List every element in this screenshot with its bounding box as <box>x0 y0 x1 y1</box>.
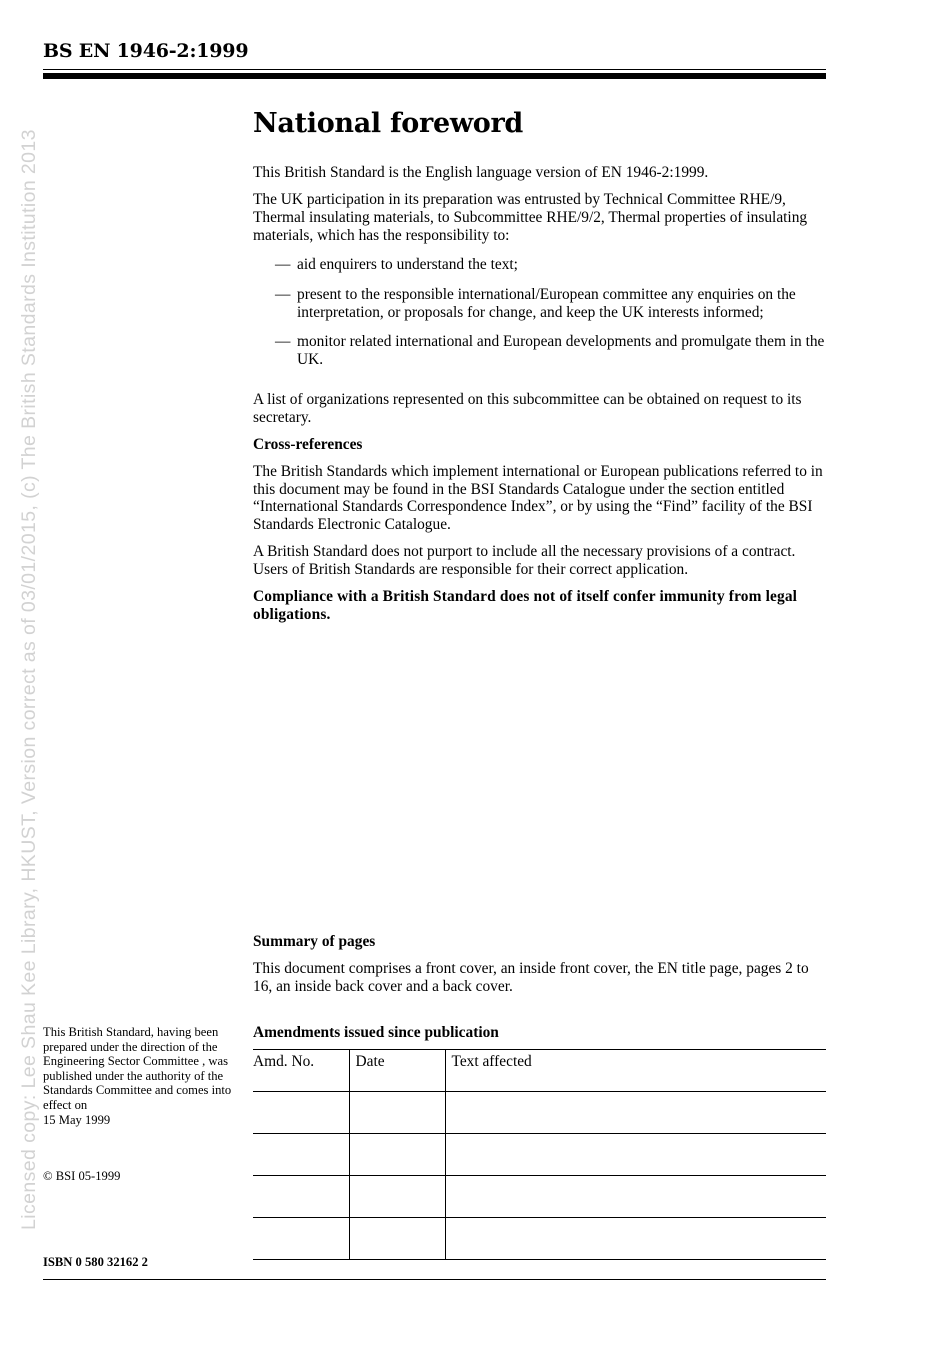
table-cell <box>253 1218 349 1260</box>
dash-marker: — <box>275 333 291 351</box>
foreword-paragraph-3: A list of organizations represented on this subcommittee can be obtained on request to its secretary. <box>253 390 802 426</box>
foreword-paragraph-1: This British Standard is the English language version of EN 1946-2:1999. <box>253 164 709 181</box>
table-cell <box>349 1176 445 1218</box>
list-item-text: aid enquirers to understand the text; <box>297 256 518 274</box>
column-header-text-affected: Text affected <box>445 1050 826 1092</box>
amendments-table <box>253 1049 826 1260</box>
foreword-paragraph-2: The UK participation in its preparation was entrusted by Technical Committee RHE/9, Thermal insulating materials, to Subcommittee RHE/9/2, Thermal properties of insulating materials, which has the responsibility to: <box>253 191 808 244</box>
isbn-number: ISBN 0 580 32162 2 <box>43 1255 148 1269</box>
footer-rule <box>43 1279 826 1280</box>
effective-date: 15 May 1999 <box>43 1112 111 1127</box>
summary-heading: Summary of pages <box>253 933 376 950</box>
table-row <box>253 1218 826 1260</box>
publication-statement: This British Standard, having been prepared under the direction of the Engineering Sector Committee , was published under the authority of the Standards Committee and comes into effect on <box>43 1025 232 1112</box>
table-cell <box>445 1218 826 1260</box>
list-item <box>253 256 826 274</box>
document-id: BS EN 1946-2:1999 <box>43 40 249 62</box>
table-row <box>253 1134 826 1176</box>
foreword-paragraph-5: A British Standard does not purport to include all the necessary provisions of a contract. Users of British Standards are responsible for their correct application. <box>253 543 796 578</box>
list-item <box>253 333 826 368</box>
table-header-row <box>253 1050 826 1092</box>
dash-marker: — <box>275 286 291 304</box>
table-row <box>253 1176 826 1218</box>
dash-marker: — <box>275 256 291 274</box>
table-cell <box>445 1092 826 1134</box>
header-rule-thick <box>43 73 826 79</box>
amendments-heading: Amendments issued since publication <box>253 1024 499 1041</box>
table-cell <box>445 1176 826 1218</box>
table-cell <box>349 1134 445 1176</box>
responsibility-list <box>253 256 826 369</box>
copyright-notice: © BSI 05-1999 <box>43 1169 121 1183</box>
cross-references-paragraph: The British Standards which implement international or European publications referred to in this document may be found in the BSI Standards Catalogue under the section entitled “International Standards Correspondence Index”, or by using the “Find” facility of the BSI Standards Electronic Catalogue. <box>253 462 823 534</box>
header-rule-thin <box>43 69 826 70</box>
page-title: National foreword <box>253 108 523 139</box>
compliance-statement: Compliance with a British Standard does not of itself confer immunity from legal obligations. <box>253 588 798 623</box>
table-cell <box>253 1092 349 1134</box>
list-item-text: present to the responsible international/European committee any enquiries on the interpretation, or proposals for change, and keep the UK interests informed; <box>297 286 796 321</box>
license-watermark: Licensed copy: Lee Shau Kee Library, HKUST, Version correct as of 03/01/2015, (c) The British Standards Institution 2013 <box>18 129 40 1230</box>
summary-text: This document comprises a front cover, an inside front cover, the EN title page, pages 2 to 16, an inside back cover and a back cover. <box>253 960 809 995</box>
table-row <box>253 1092 826 1134</box>
list-item <box>253 286 826 321</box>
column-header-amd-no: Amd. No. <box>253 1050 349 1092</box>
list-item-text: monitor related international and European developments and promulgate them in the UK. <box>297 333 825 369</box>
table-cell <box>253 1134 349 1176</box>
table-cell <box>349 1092 445 1134</box>
cross-references-heading: Cross-references <box>253 435 363 453</box>
table-cell <box>445 1134 826 1176</box>
national-foreword <box>253 106 826 633</box>
publication-note <box>43 1025 233 1127</box>
table-cell <box>253 1176 349 1218</box>
summary-of-pages <box>253 933 826 1005</box>
table-cell <box>349 1218 445 1260</box>
column-header-date: Date <box>349 1050 445 1092</box>
